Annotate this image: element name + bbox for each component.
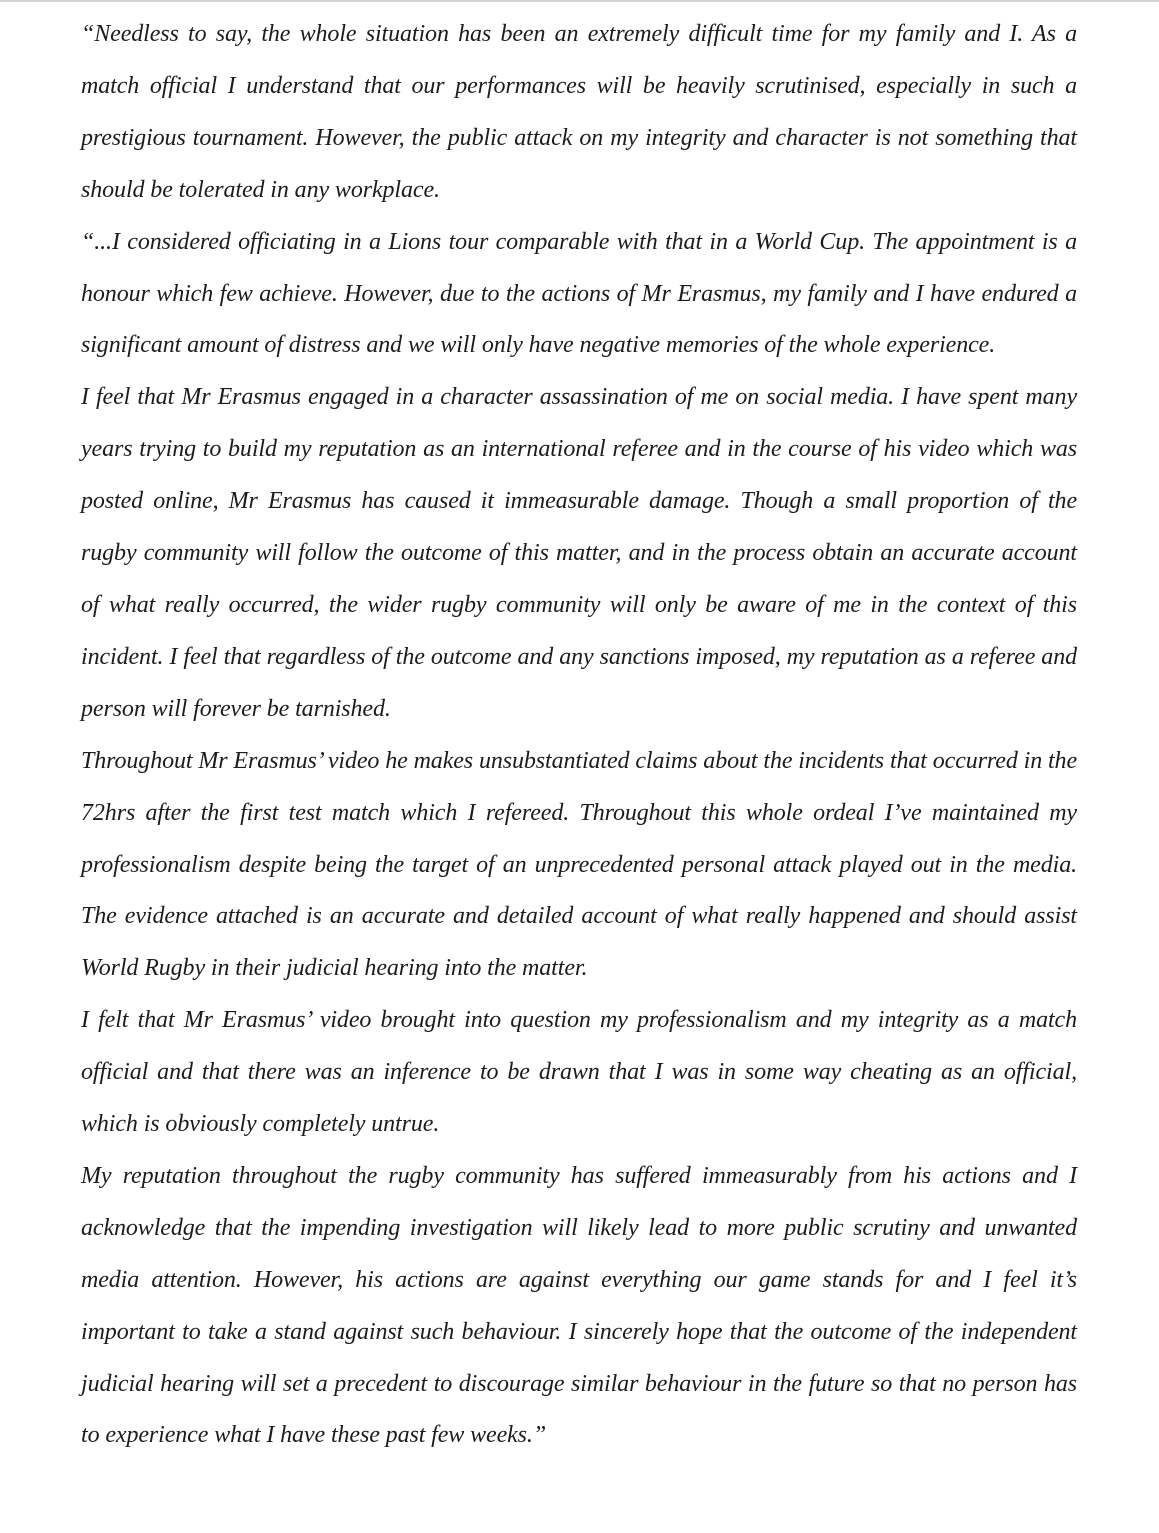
paragraph-4: Throughout Mr Erasmus’ video he makes unsubstantiated claims about the incidents that occurred in the 72hrs after the first test match which I refereed. Throughout this whole ordeal I’ve maintained my professionalism despite being the target of an unprecedented personal attack played out in the media. The evidence attached is an accurate and detailed account of what really happened and should assist World Rugby in their judicial hearing into the matter. (81, 747, 1078, 982)
document-body (81, 9, 1077, 1462)
paragraph-2: “...I considered officiating in a Lions tour comparable with that in a World Cup. The appointment is a honour which few achieve. However, due to the actions of Mr Erasmus, my family and I have endured a significant amount of distress and we will only have negative memories of the whole experience. (81, 228, 1077, 359)
paragraph-3: I feel that Mr Erasmus engaged in a character assassination of me on social media. I have spent many years trying to build my reputation as an international referee and in the course of his video which was posted online, Mr Erasmus has caused it immeasurable damage. Though a small proportion of the rugby community will follow the outcome of this matter, and in the process obtain an accurate account of what really occurred, the wider rugby community will only be aware of me in the context of this incident. I feel that regardless of the outcome and any sanctions imposed, my reputation as a referee and person will forever be tarnished. (81, 384, 1077, 722)
paragraph-6: My reputation throughout the rugby community has suffered immeasurably from his actions and I acknowledge that the impending investigation will likely lead to more public scrutiny and unwanted media attention. However, his actions are against everything our game stands for and I feel it’s important to take a stand against such behaviour. I sincerely hope that the outcome of the independent judicial hearing will set a precedent to discourage similar behaviour in the future so that no person has to experience what I have these past few weeks.” (81, 1162, 1077, 1449)
top-divider (0, 0, 1159, 2)
paragraph-1: “Needless to say, the whole situation has been an extremely difficult time for my family and I. As a match official I understand that our performances will be heavily scrutinised, especially in such a prestigious tournament. However, the public attack on my integrity and character is not something that should be tolerated in any workplace. (81, 21, 1077, 203)
paragraph-5: I felt that Mr Erasmus’ video brought into question my professionalism and my integrity as a match official and that there was an inference to be drawn that I was in some way cheating as an official, which is obviously completely untrue. (81, 1007, 1077, 1138)
